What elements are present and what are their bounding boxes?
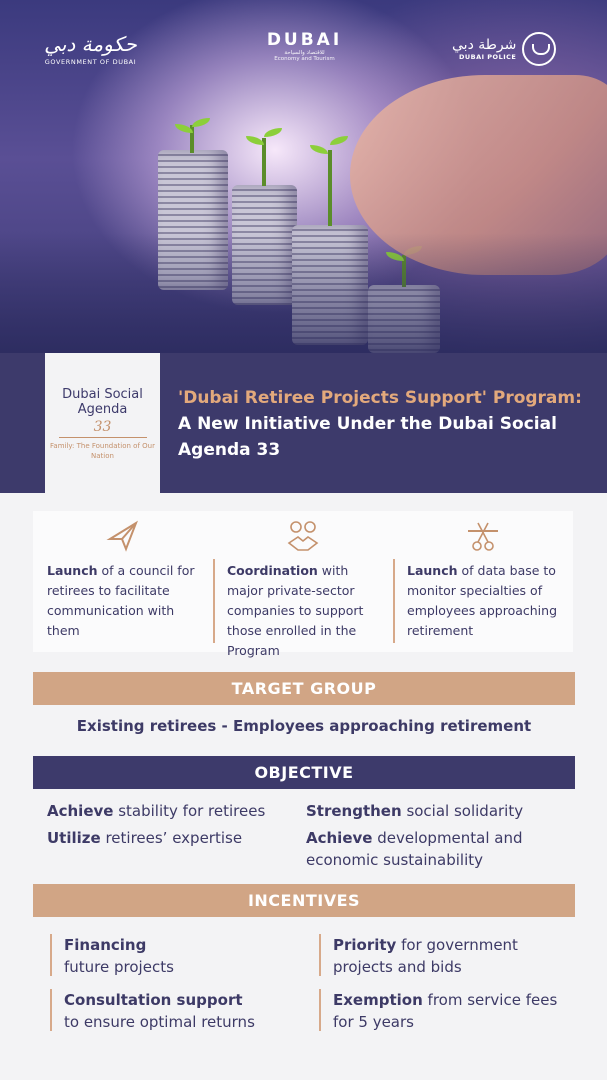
- agenda-title: Dubai Social Agenda: [62, 387, 143, 417]
- objective-bold: Achieve: [306, 829, 373, 847]
- government-of-dubai-logo: [38, 32, 143, 66]
- objective-text: developmental and economic sustainability: [306, 829, 523, 869]
- initiative-text: with major private-sector companies to support those enrolled in the Program: [227, 563, 364, 658]
- initiative-bold: Launch: [407, 563, 458, 578]
- initiative-card: [213, 511, 393, 658]
- police-logo-english: DUBAI POLICE: [458, 53, 517, 61]
- objective-item: [306, 800, 576, 822]
- incentive-text: to ensure optimal returns: [64, 1013, 255, 1031]
- dubai-police-logo: [452, 32, 562, 66]
- agenda-badge: [45, 353, 160, 493]
- incentive-item: [50, 934, 300, 978]
- police-logo-arabic: شرطة دبي: [452, 37, 517, 53]
- objective-item: [306, 827, 546, 871]
- initiative-text: of a council for retirees to facilitate communication with them: [47, 563, 195, 638]
- objective-item: [47, 827, 297, 849]
- objective-item: [47, 800, 297, 822]
- title-rest: A New Initiative Under the Dubai Social Agenda 33: [178, 414, 557, 460]
- dubai-economy-tourism-logo: [262, 30, 347, 62]
- initiative-bold: Coordination: [227, 563, 318, 578]
- gov-logo-english: GOVERNMENT OF DUBAI: [44, 58, 137, 66]
- ribbon-cutting-icon: [466, 519, 500, 553]
- dubai-logo-word: DUBAI: [266, 30, 343, 50]
- gov-logo-arabic: حكومة دبي: [44, 32, 137, 56]
- incentive-text: for government projects and bids: [333, 936, 518, 976]
- paper-plane-icon: [106, 519, 140, 553]
- incentive-item: [319, 934, 559, 978]
- initiative-card: [33, 511, 213, 652]
- incentive-text: future projects: [64, 958, 174, 976]
- police-emblem-icon: [522, 32, 556, 66]
- incentive-item: [50, 989, 300, 1033]
- incentive-bold: Consultation support: [64, 991, 243, 1009]
- incentive-item: [319, 989, 559, 1033]
- incentive-text: from service fees for 5 years: [333, 991, 558, 1031]
- objective-bold: Utilize: [47, 829, 101, 847]
- hero-image: [0, 0, 607, 353]
- handshake-icon: [286, 519, 320, 553]
- objective-text: stability for retirees: [113, 802, 266, 820]
- objective-text: retirees’ expertise: [100, 829, 243, 847]
- agenda-number: 33: [93, 419, 112, 435]
- incentive-bold: Financing: [64, 936, 147, 954]
- initiative-text: of data base to monitor specialties of employees approaching retirement: [407, 563, 558, 638]
- objective-heading: OBJECTIVE: [33, 756, 575, 789]
- objective-bold: Achieve: [47, 802, 114, 820]
- target-group-heading: TARGET GROUP: [33, 672, 575, 705]
- target-group-text: Existing retirees - Employees approaching retirement: [76, 717, 532, 735]
- incentive-bold: Priority: [333, 936, 397, 954]
- objective-bold: Strengthen: [306, 802, 402, 820]
- initiative-bold: Launch: [47, 563, 98, 578]
- initiatives-panel: [33, 511, 573, 658]
- incentives-heading: INCENTIVES: [33, 884, 575, 917]
- objective-text: social solidarity: [401, 802, 524, 820]
- incentive-bold: Exemption: [333, 991, 423, 1009]
- dubai-logo-arabic: للاقتصاد والسياحة: [284, 50, 325, 56]
- title-highlight: 'Dubai Retiree Projects Support' Program:: [178, 388, 582, 408]
- agenda-tagline: Family: The Foundation of Our Nation: [50, 442, 155, 460]
- page-title: [178, 385, 588, 463]
- initiative-card: [393, 511, 573, 652]
- dubai-logo-english: Economy and Tourism: [274, 56, 335, 62]
